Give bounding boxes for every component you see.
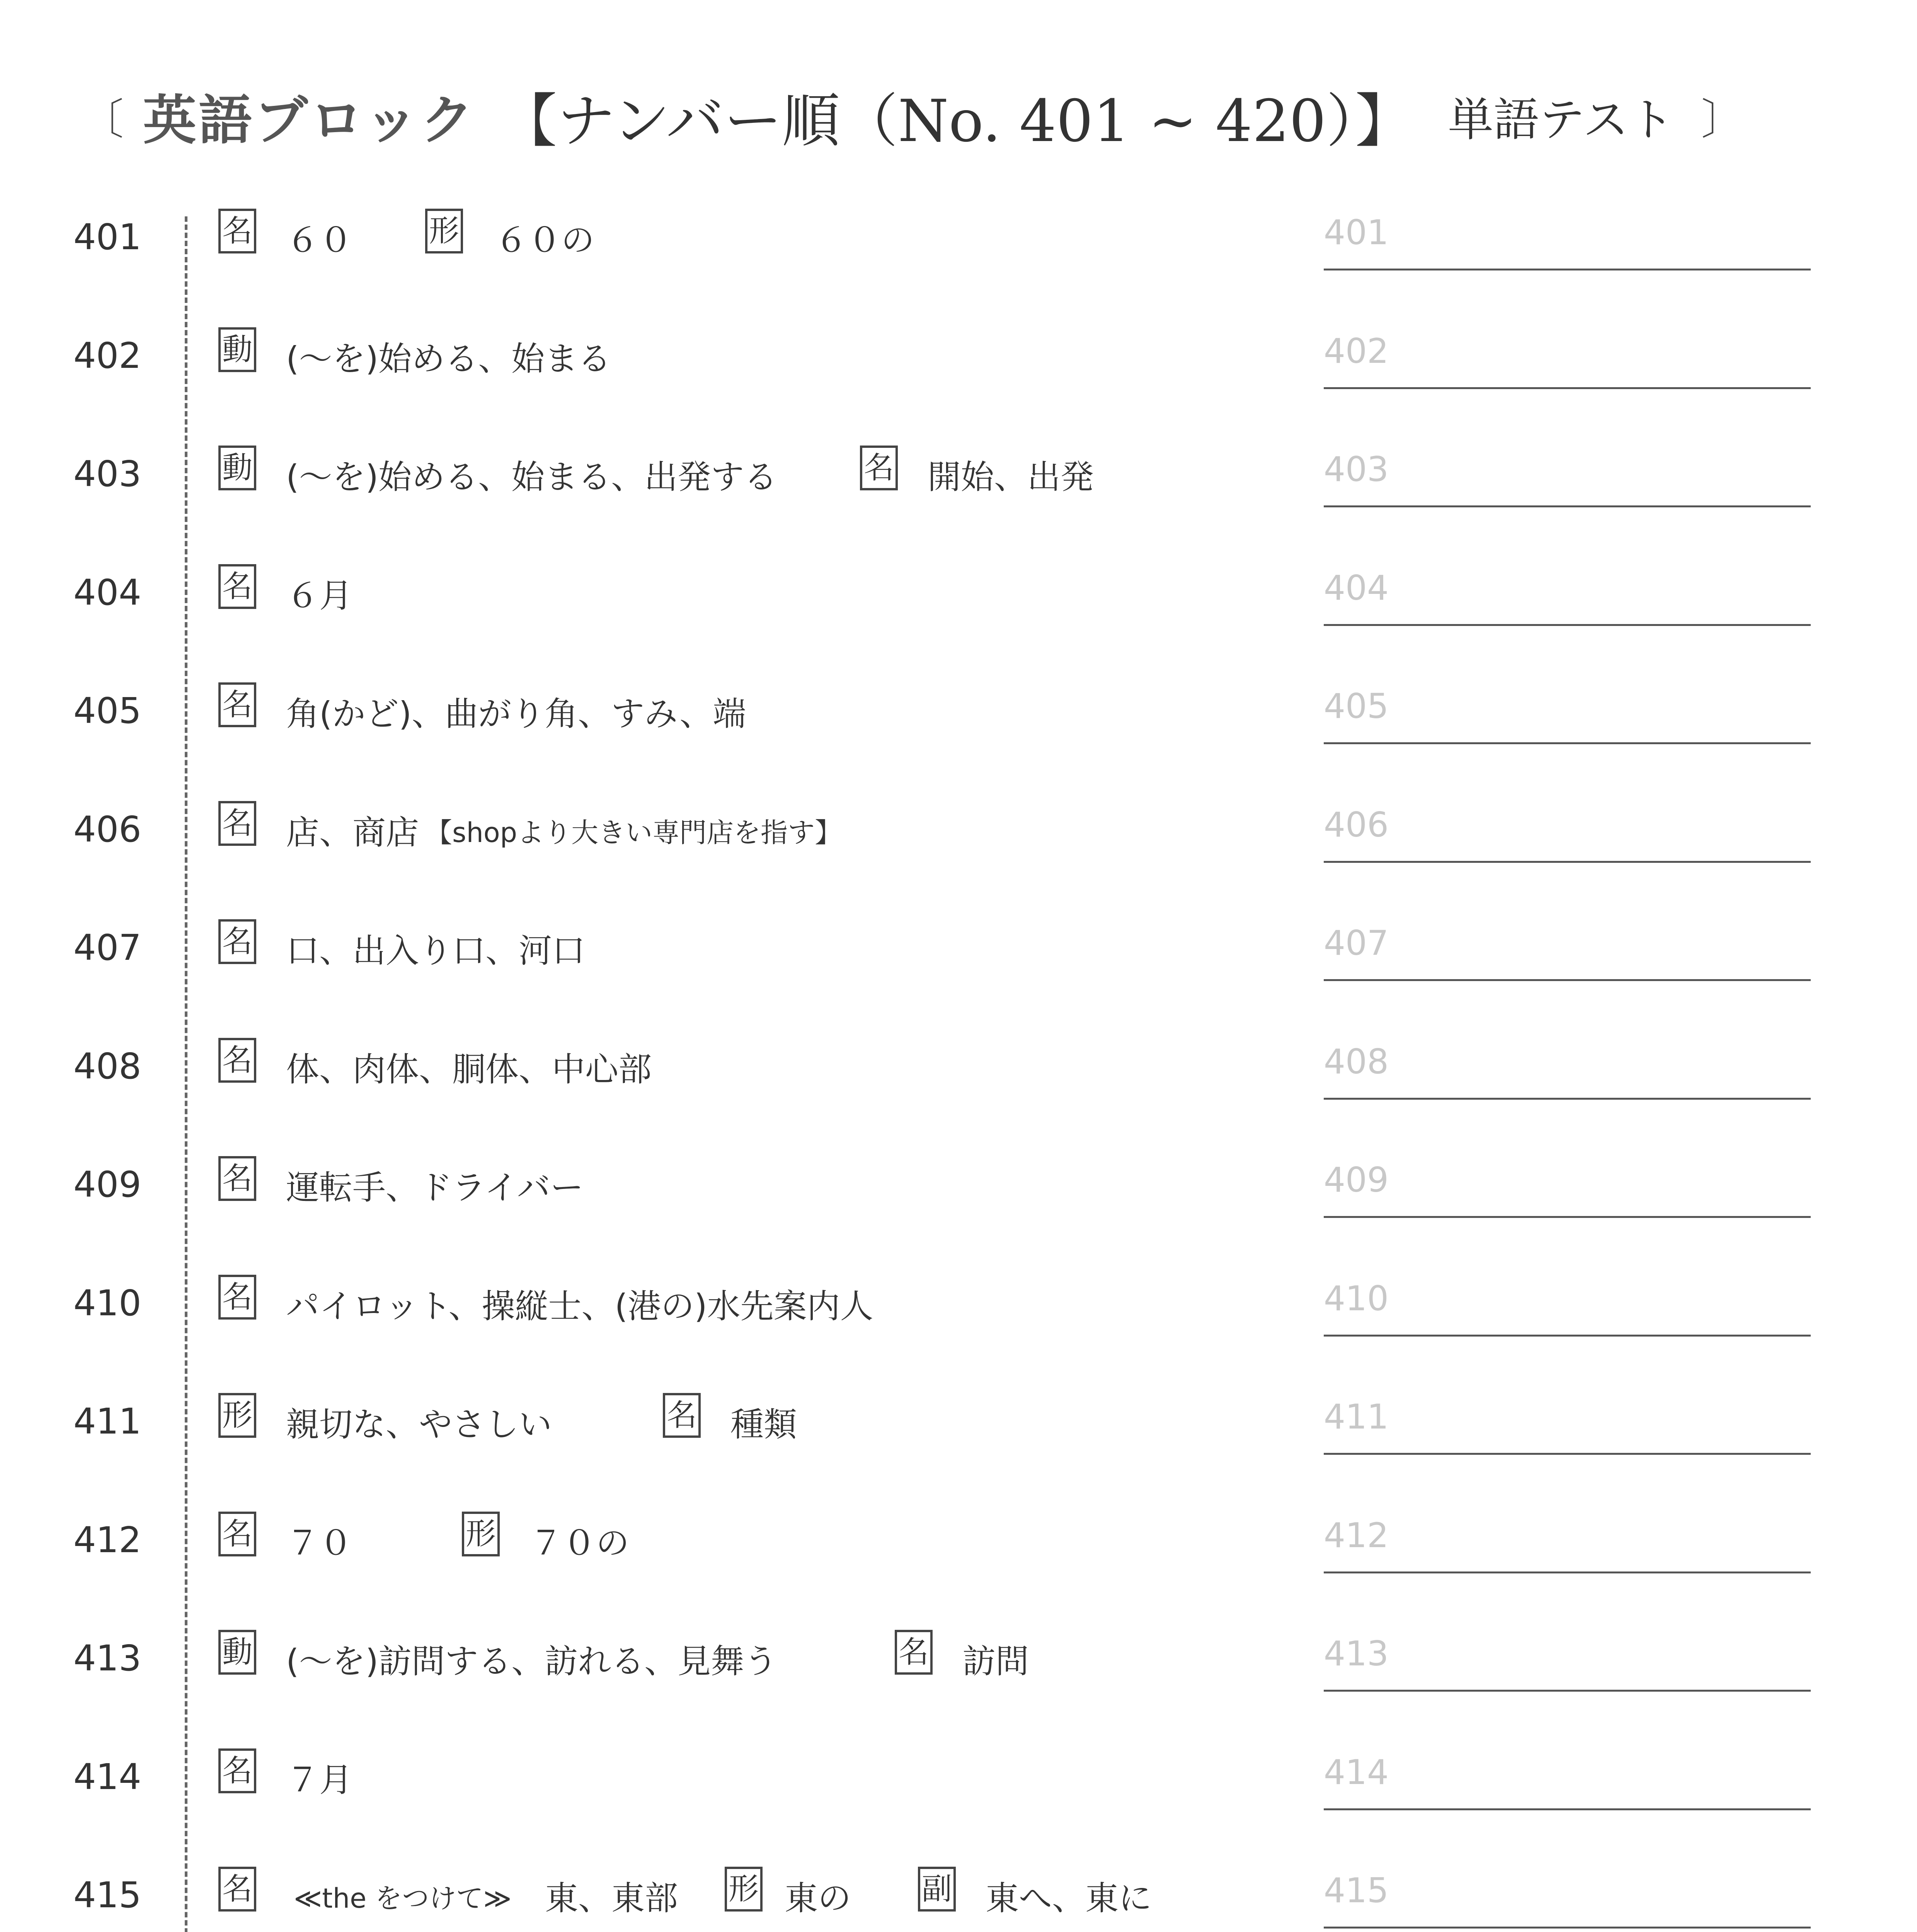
meaning-text: ６０の [495,221,594,260]
answer-hint-number: 407 [1324,923,1389,963]
answer-line[interactable] [1324,1808,1811,1810]
item-number: 413 [73,1638,141,1679]
part-of-speech-badge: 名 [218,919,256,964]
answer-hint-number: 410 [1324,1278,1389,1318]
part-of-speech-badge: 名 [860,446,898,490]
page-header [81,73,1744,158]
answer-hint-number: 412 [1324,1515,1389,1555]
item-number: 408 [73,1045,141,1087]
answer-hint-number: 409 [1324,1160,1389,1200]
part-of-speech-badge: 名 [218,801,256,846]
answer-line[interactable] [1324,269,1811,270]
page-subtitle: 単語テスト [1448,93,1674,146]
item-number: 412 [73,1519,141,1561]
meaning-text: 訪問 [962,1642,1029,1681]
part-of-speech-badge: 名 [218,1748,256,1793]
meaning-text: 種類 [730,1405,797,1444]
answer-line[interactable] [1324,861,1811,863]
answer-line[interactable] [1324,1335,1811,1337]
meaning-text: ６月 [286,576,352,615]
word-row-411 [0,1374,1917,1492]
item-number: 414 [73,1756,141,1798]
part-of-speech-badge: 名 [218,1512,256,1556]
meaning-text: 口、出入り口、河口 [286,932,585,970]
meaning-text: (～を)始める、始まる、出発する [286,458,778,497]
meaning-text: ６０ [286,221,352,260]
answer-line[interactable] [1324,742,1811,744]
word-row-412 [0,1492,1917,1611]
item-number: 406 [73,808,141,850]
word-row-415 [0,1847,1917,1932]
word-row-413 [0,1611,1917,1729]
item-number: 407 [73,927,141,968]
page-title: 【ナンバー順（No. 401 ~ 420）】 [499,88,1413,155]
answer-line[interactable] [1324,387,1811,389]
answer-hint-number: 406 [1324,804,1389,845]
item-number: 405 [73,690,141,731]
answer-line[interactable] [1324,1690,1811,1692]
meaning-text: 親切な、やさしい [286,1405,552,1444]
part-of-speech-badge: 名 [218,682,256,727]
answer-hint-number: 401 [1324,213,1389,252]
part-of-speech-badge: 名 [218,1275,256,1320]
word-row-403 [0,426,1917,544]
word-row-405 [0,663,1917,781]
part-of-speech-badge: 名 [218,1156,256,1201]
part-of-speech-badge: 名 [218,564,256,609]
header-open-bracket: 〔 [81,95,124,144]
part-of-speech-badge: 名 [218,209,256,253]
answer-line[interactable] [1324,1927,1811,1929]
part-of-speech-badge: 形 [725,1867,763,1912]
answer-line[interactable] [1324,1453,1811,1455]
item-number: 409 [73,1164,141,1205]
meaning-text: ７月 [286,1760,352,1799]
meaning-text: 開始、出発 [928,458,1094,497]
part-of-speech-badge: 名 [895,1630,933,1675]
meaning-text: 東、東部 [545,1879,678,1918]
item-number: 415 [73,1874,141,1916]
meaning-text: (～を)始める、始まる [286,339,611,378]
meaning-text: 東の [785,1879,851,1918]
part-of-speech-badge: 名 [663,1393,701,1438]
meaning-text: 東へ、東に [986,1879,1152,1918]
part-of-speech-badge: 形 [462,1512,500,1556]
word-row-404 [0,545,1917,663]
answer-line[interactable] [1324,1571,1811,1573]
meaning-text: (～を)訪問する、訪れる、見舞う [286,1642,778,1681]
part-of-speech-badge: 名 [218,1038,256,1083]
word-row-402 [0,308,1917,426]
meaning-text: 運転手、ドライバー [286,1168,584,1207]
meaning-text: 角(かど)、曲がり角、すみ、端 [286,695,746,733]
meaning-text: 店、商店 [286,813,419,852]
answer-line[interactable] [1324,979,1811,981]
answer-hint-number: 413 [1324,1634,1389,1673]
word-row-409 [0,1137,1917,1255]
meaning-text: ７０ [286,1524,352,1563]
meaning-text: 体、肉体、胴体、中心部 [286,1050,652,1089]
answer-hint-number: 405 [1324,686,1389,726]
item-number: 411 [73,1401,141,1442]
usage-note: 【shopより大きい専門店を指す】 [425,816,842,849]
word-row-407 [0,900,1917,1018]
word-row-406 [0,782,1917,900]
answer-hint-number: 411 [1324,1397,1389,1437]
item-number: 401 [73,216,141,258]
answer-hint-number: 408 [1324,1041,1389,1082]
word-row-410 [0,1255,1917,1374]
answer-line[interactable] [1324,624,1811,626]
answer-line[interactable] [1324,1098,1811,1100]
word-row-401 [0,189,1917,308]
meaning-text: ７０の [529,1524,629,1563]
part-of-speech-badge: 形 [425,209,463,253]
usage-note: ≪the をつけて≫ [294,1883,512,1914]
header-close-bracket: 〕 [1701,95,1744,144]
part-of-speech-badge: 動 [218,327,256,372]
part-of-speech-badge: 副 [918,1867,956,1912]
meaning-text: パイロット、操縦士、(港の)水先案内人 [286,1287,873,1326]
answer-hint-number: 403 [1324,449,1389,489]
site-logo: 英語ブロック [143,88,476,151]
item-number: 402 [73,335,141,376]
answer-line[interactable] [1324,1216,1811,1218]
item-number: 404 [73,571,141,613]
part-of-speech-badge: 動 [218,446,256,490]
item-number: 410 [73,1282,141,1324]
word-row-414 [0,1729,1917,1847]
item-number: 403 [73,453,141,495]
part-of-speech-badge: 形 [218,1393,256,1438]
answer-line[interactable] [1324,505,1811,507]
part-of-speech-badge: 名 [218,1867,256,1912]
answer-hint-number: 415 [1324,1871,1389,1910]
answer-hint-number: 404 [1324,568,1389,608]
part-of-speech-badge: 動 [218,1630,256,1675]
answer-hint-number: 402 [1324,331,1389,371]
answer-hint-number: 414 [1324,1752,1389,1792]
word-row-408 [0,1019,1917,1137]
